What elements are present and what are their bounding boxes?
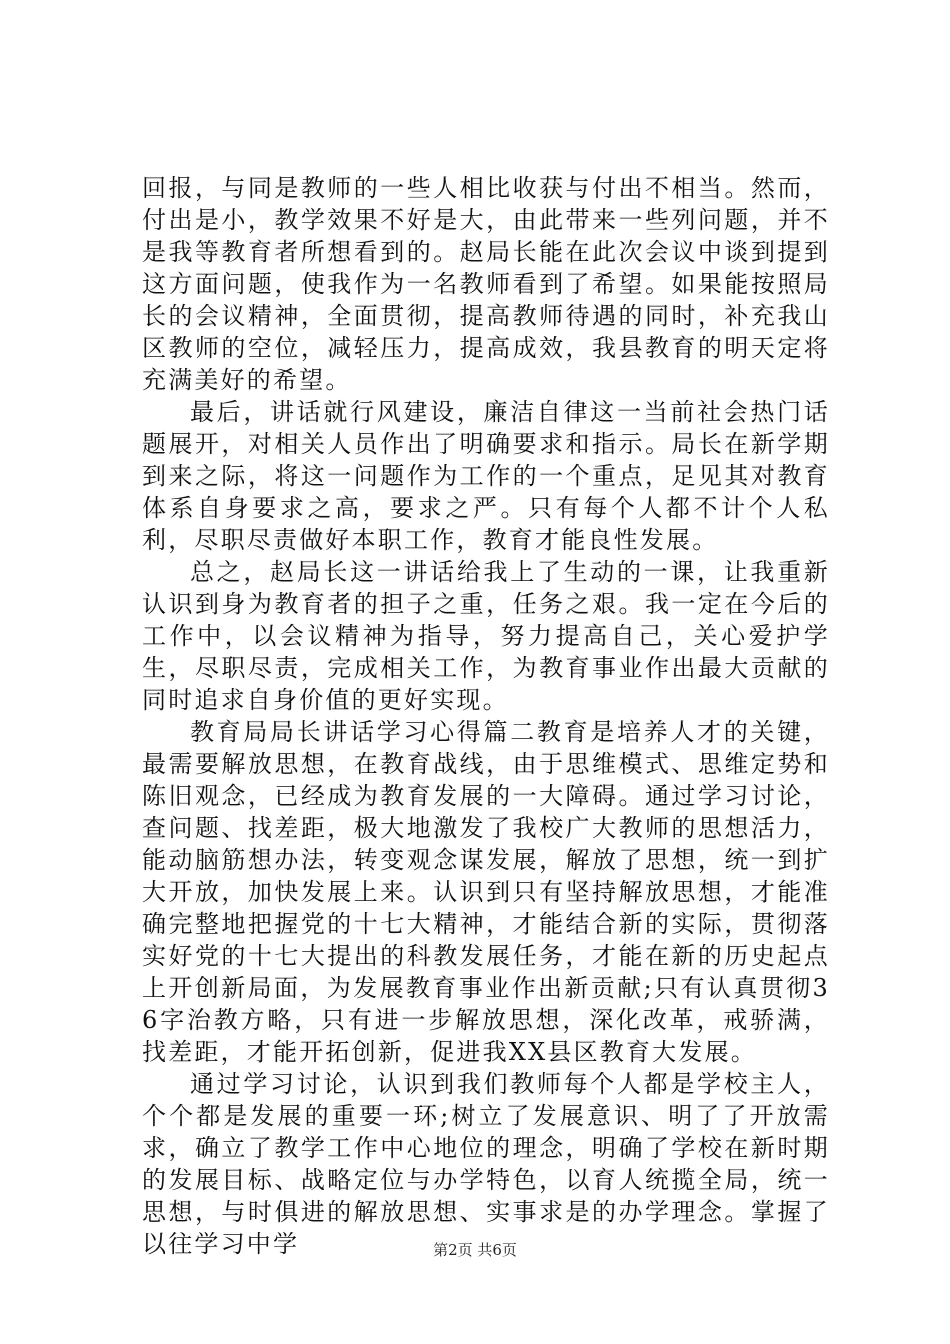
paragraph-1: 回报，与同是教师的一些人相比收获与付出不相当。然而，付出是小，教学效果不好是大，由此带来一些列问题，并不是我等教育者所想看到的。赵局长能在此次会议中谈到提到这方面问题，使我作为一名教师看到了希望。如果能按照局长的会议精神，全面贯彻，提高教师待遇的同时，补充我山区教师的空位，减轻压力，提高成效，我县教育的明天定将充满美好的希望。 — [142, 174, 830, 394]
paragraph-2: 最后，讲话就行风建设，廉洁自律这一当前社会热门话题展开，对相关人员作出了明确要求和指示。局长在新学期到来之际，将这一问题作为工作的一个重点，足见其对教育体系自身要求之高，要求之严。只有每个人都不计个人私利，尽职尽责做好本职工作，教育才能良性发展。 — [142, 398, 830, 554]
paragraph-5: 通过学习讨论，认识到我们教师每个人都是学校主人，个个都是发展的重要一环;树立了发展意识、明了了开放需求，确立了教学工作中心地位的理念，明确了学校在新时期的发展目标、战略定位与办学特色，以育人统揽全局，统一思想，与时俱进的解放思想、实事求是的办学理念。掌握了以往学习中学 — [142, 1070, 830, 1258]
document-body — [142, 172, 830, 1260]
page-footer: 第2页 共6页 — [433, 1241, 517, 1259]
paragraph-3: 总之，赵局长这一讲话给我上了生动的一课，让我重新认识到身为教育者的担子之重，任务之艰。我一定在今后的工作中，以会议精神为指导，努力提高自己，关心爱护学生，尽职尽责，完成相关工作，为教育事业作出最大贡献的同时追求自身价值的更好实现。 — [142, 558, 830, 714]
paragraph-4: 教育局局长讲话学习心得篇二教育是培养人才的关键，最需要解放思想，在教育战线，由于思维模式、思维定势和陈旧观念，已经成为教育发展的一大障碍。通过学习讨论，查问题、找差距，极大地激发了我校广大教师的思想活力，能动脑筋想办法，转变观念谋发展，解放了思想，统一到扩大开放，加快发展上来。认识到只有坚持解放思想，才能准确完整地把握党的十七大精神，才能结合新的实际，贯彻落实好党的十七大提出的科教发展任务，才能在新的历史起点上开创新局面，为发展教育事业作出新贡献;只有认真贯彻36字治教方略，只有进一步解放思想，深化改革，戒骄满，找差距，才能开拓创新，促进我XX县区教育大发展。 — [142, 718, 830, 1066]
